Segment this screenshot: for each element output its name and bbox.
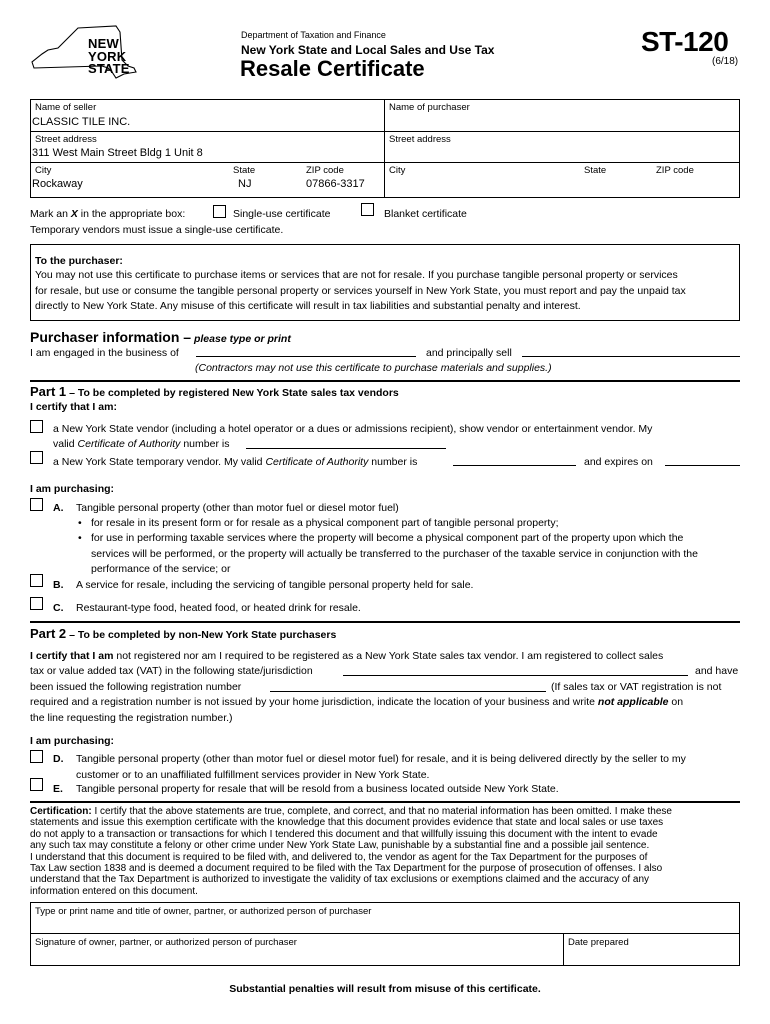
contractors-note: (Contractors may not use this certificate to purchase materials and supplies.) bbox=[195, 362, 552, 374]
seller-zip-field[interactable]: 07866-3317 bbox=[306, 178, 365, 190]
seller-city-field[interactable]: Rockaway bbox=[32, 178, 83, 190]
part1-heading: Part 1 – To be completed by registered New York State sales tax vendors bbox=[30, 384, 399, 399]
option-c-checkbox[interactable] bbox=[30, 597, 43, 610]
registration-number-field[interactable] bbox=[270, 691, 546, 692]
seller-city-label: City bbox=[35, 165, 52, 176]
option-d-letter: D. bbox=[53, 753, 64, 765]
temp-vendor-text: a New York State temporary vendor. My valid Certificate of Authority number is bbox=[53, 456, 418, 468]
option-a-letter: A. bbox=[53, 502, 64, 514]
expires-field[interactable] bbox=[665, 465, 740, 466]
temp-vendor-cert-field[interactable] bbox=[453, 465, 576, 466]
nys-vendor-checkbox[interactable] bbox=[30, 420, 43, 433]
to-purchaser-heading: To the purchaser: bbox=[35, 255, 123, 267]
mark-instruction: Mark an X in the appropriate box: bbox=[30, 208, 186, 220]
option-a-checkbox[interactable] bbox=[30, 498, 43, 511]
option-a-bullet1: for resale in its present form or for resale as a physical component part of tangible personal property; bbox=[91, 517, 559, 529]
blanket-label: Blanket certificate bbox=[384, 208, 467, 220]
printed-name-label: Type or print name and title of owner, partner, or authorized person of purchaser bbox=[35, 906, 372, 917]
signature-label: Signature of owner, partner, or authorized person of purchaser bbox=[35, 937, 297, 948]
bullet-icon: • bbox=[78, 517, 82, 529]
option-c-text: Restaurant-type food, heated food, or heated drink for resale. bbox=[76, 602, 361, 614]
option-b-checkbox[interactable] bbox=[30, 574, 43, 587]
printed-name-field[interactable] bbox=[31, 918, 739, 932]
seller-street-field[interactable]: 311 West Main Street Bldg 1 Unit 8 bbox=[32, 147, 203, 159]
penalty-warning: Substantial penalties will result from misuse of this certificate. bbox=[229, 983, 541, 995]
department-name: Department of Taxation and Finance bbox=[241, 30, 386, 40]
option-d-text: Tangible personal property (other than motor fuel or diesel motor fuel) for resale, and it is being delivered directly by the seller to my customer or to an unaffiliated fulfillment services provider in New York State. bbox=[76, 753, 686, 781]
part2-purchasing: I am purchasing: bbox=[30, 735, 115, 747]
part2-paragraph-line5: the line requesting the registration number.) bbox=[30, 712, 233, 724]
date-prepared-label: Date prepared bbox=[568, 937, 629, 948]
seller-name-label: Name of seller bbox=[35, 102, 97, 113]
seller-state-field[interactable]: NJ bbox=[238, 178, 252, 190]
form-subtitle: New York State and Local Sales and Use Tax bbox=[241, 43, 495, 57]
purchaser-city-label: City bbox=[389, 165, 406, 176]
purchaser-zip-label: ZIP code bbox=[656, 165, 694, 176]
blanket-checkbox[interactable] bbox=[361, 203, 374, 216]
option-b-letter: B. bbox=[53, 579, 64, 591]
part1-purchasing: I am purchasing: bbox=[30, 483, 115, 495]
nys-vendor-text: a New York State vendor (including a hotel operator or a dues or admissions recipient), show vendor or entertainment vendor. My bbox=[53, 423, 653, 435]
signature-field[interactable] bbox=[31, 949, 561, 965]
single-use-checkbox[interactable] bbox=[213, 205, 226, 218]
form-revision-date: (6/18) bbox=[712, 56, 739, 67]
jurisdiction-field[interactable] bbox=[343, 675, 688, 676]
purchaser-state-label: State bbox=[584, 165, 607, 176]
purchaser-info-heading: Purchaser information – please type or print bbox=[30, 329, 291, 345]
to-purchaser-text: You may not use this certificate to purchase items or services that are not for resale. If you purchase tangible personal property or services for resale, but use or consume the tangible personal property or services yourself in New York State, you must report and pay the unpaid tax directly to New York State. Any misuse of this certificate will result in tax liabilities and substantial penalty and interest. bbox=[35, 269, 686, 312]
ny-state-logo-text: NEW YORK STATE bbox=[88, 36, 130, 76]
temporary-vendor-note: Temporary vendors must issue a single-use certificate. bbox=[30, 224, 284, 236]
expires-label: and expires on bbox=[584, 456, 653, 468]
option-e-letter: E. bbox=[53, 783, 63, 795]
single-use-label: Single-use certificate bbox=[233, 208, 331, 220]
option-d-checkbox[interactable] bbox=[30, 750, 43, 763]
option-a-text: Tangible personal property (other than motor fuel or diesel motor fuel) bbox=[76, 502, 399, 514]
part2-paragraph-line4: required and a registration number is not issued by your home jurisdiction, indicate the location of your business and write not applicable on bbox=[30, 696, 684, 708]
purchaser-name-label: Name of purchaser bbox=[389, 102, 470, 113]
business-field[interactable] bbox=[196, 356, 416, 357]
date-prepared-field[interactable] bbox=[565, 949, 739, 965]
seller-street-label: Street address bbox=[35, 134, 97, 145]
part2-paragraph-line2: tax or value added tax (VAT) in the following state/jurisdiction bbox=[30, 665, 313, 677]
part2-heading: Part 2 – To be completed by non-New York State purchasers bbox=[30, 626, 337, 641]
form-number: ST-120 bbox=[641, 26, 729, 57]
business-label: I am engaged in the business of bbox=[30, 347, 179, 359]
option-a-bullet2: for use in performing taxable services where the property will become a physical component part of the property upon which the services will be performed, or the property will actually be transferred to the purchaser of the taxable service in conjunction with the performance of the service; or bbox=[91, 532, 698, 575]
principally-sell-label: and principally sell bbox=[426, 347, 512, 359]
option-e-text: Tangible personal property for resale that will be resold from a business located outside New York State. bbox=[76, 783, 559, 795]
option-b-text: A service for resale, including the servicing of tangible personal property held for sale. bbox=[76, 579, 474, 591]
part2-paragraph-line1: I certify that I am not registered nor am I required to be registered as a New York State sales tax vendor. I am registered to collect sales bbox=[30, 650, 664, 662]
part2-registration-note: (If sales tax or VAT registration is not bbox=[551, 681, 722, 693]
principally-sell-field[interactable] bbox=[522, 356, 740, 357]
seller-zip-label: ZIP code bbox=[306, 165, 344, 176]
seller-name-field[interactable]: CLASSIC TILE INC. bbox=[32, 116, 131, 128]
temp-vendor-checkbox[interactable] bbox=[30, 451, 43, 464]
option-c-letter: C. bbox=[53, 602, 64, 614]
seller-state-label: State bbox=[233, 165, 256, 176]
part2-paragraph-line3: been issued the following registration number bbox=[30, 681, 242, 693]
option-e-checkbox[interactable] bbox=[30, 778, 43, 791]
certification-text: Certification: I certify that the above statements are true, complete, and correct, and that no material information has been omitted. I make these statements and issue this exemption certificate with the knowledge that this document provides evidence that state and local sales or use taxes do not apply to a transaction or transactions for which I tendered this document and that willfully issuing this document with the intent to evade any such tax may constitute a felony or other crime under New York State Law, punishable by a substantial fine and a possible jail sentence. I understand that this document is required to be filed with, and delivered to, the vendor as agent for the Tax Department for the purposes of Tax Law section 1838 and is deemed a document required to be filed with the Tax Department for the purpose of prosecution of offenses. I also understand that the Tax Department is authorized to investigate the validity of tax exclusions or exemptions claimed and the accuracy of any information entered on this document. bbox=[30, 806, 672, 897]
part2-and-have: and have bbox=[695, 665, 739, 677]
bullet-icon: • bbox=[78, 532, 82, 544]
purchaser-street-label: Street address bbox=[389, 134, 451, 145]
form-title: Resale Certificate bbox=[240, 56, 425, 81]
nys-vendor-cert-label: valid Certificate of Authority number is bbox=[53, 438, 230, 450]
part1-certify: I certify that I am: bbox=[30, 401, 117, 413]
nys-vendor-cert-field[interactable] bbox=[246, 448, 446, 449]
